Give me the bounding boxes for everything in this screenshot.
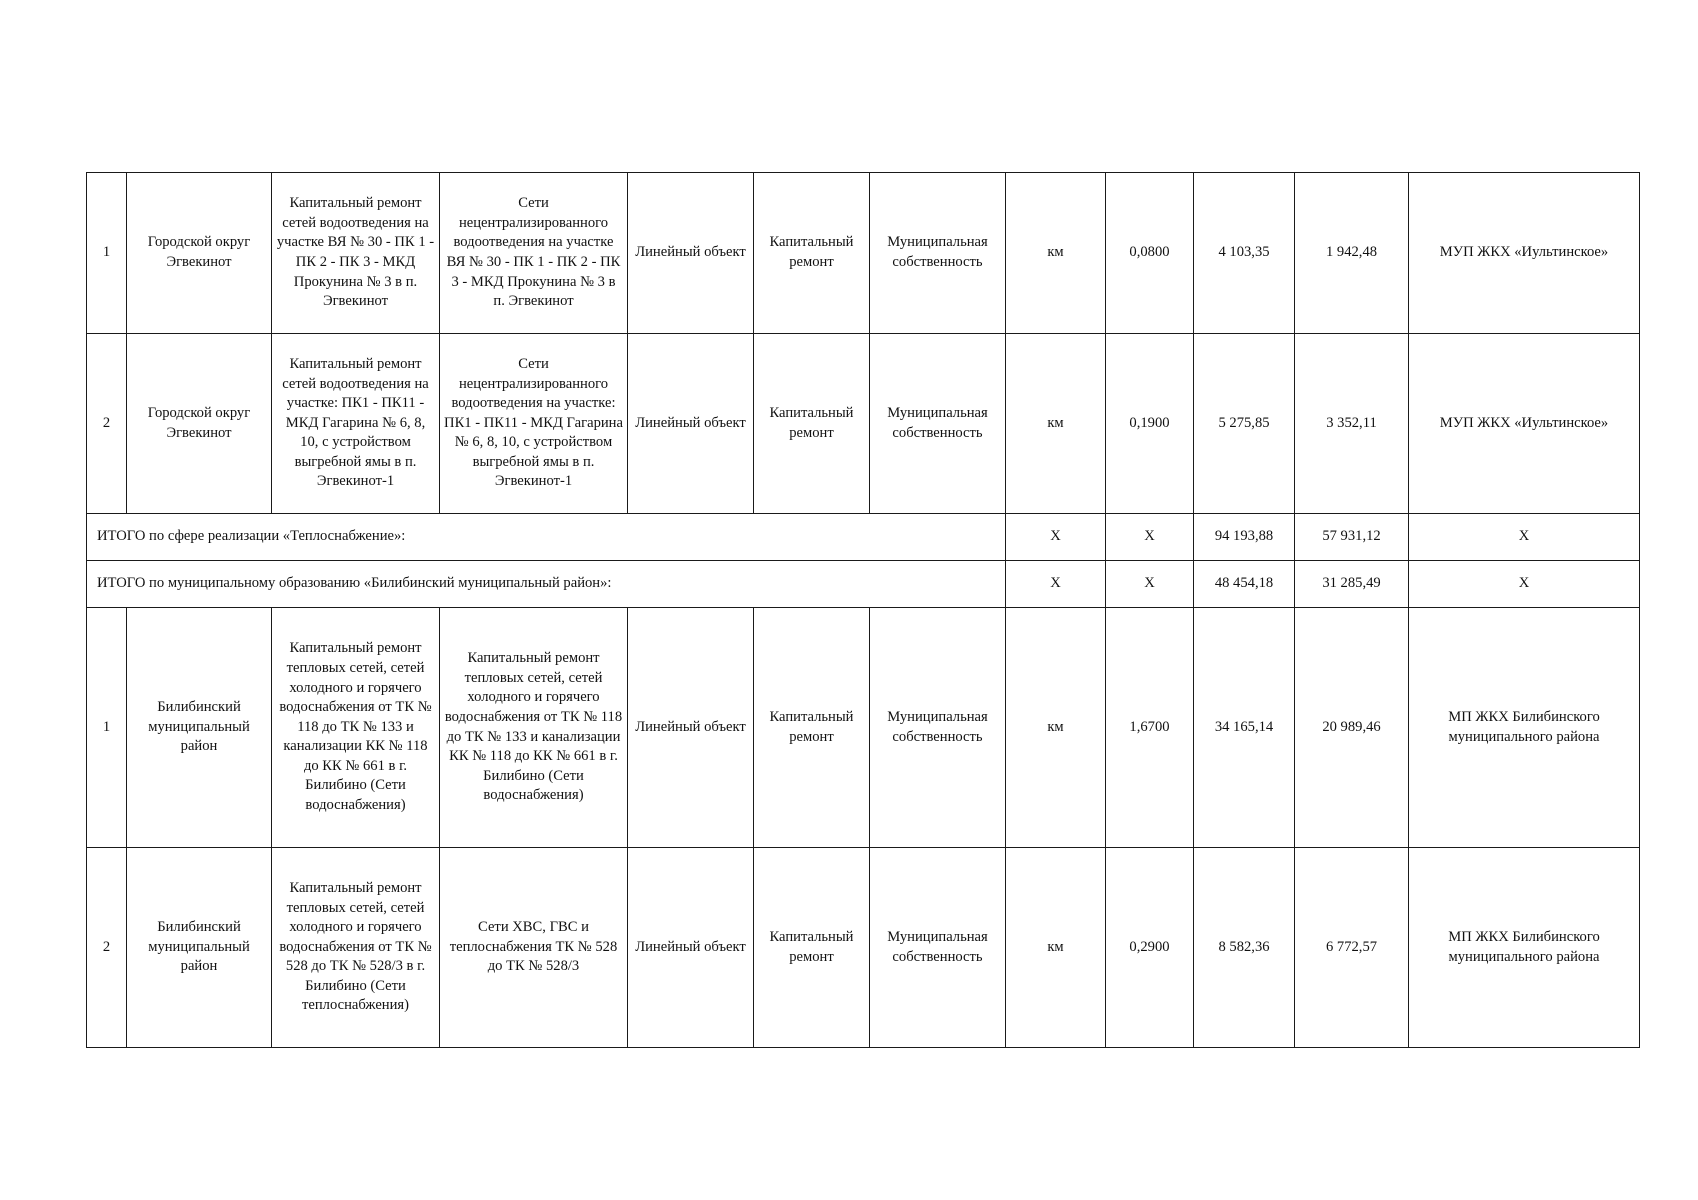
quantity-cell: 1,6700 <box>1106 608 1194 848</box>
object-name-cell: Сети ХВС, ГВС и теплоснабжения ТК № 528 до ТК № 528/3 <box>440 848 628 1048</box>
table-row <box>87 848 1640 1048</box>
object-type-cell: Линейный объект <box>628 848 754 1048</box>
cost-second-cell: 1 942,48 <box>1295 173 1409 334</box>
quantity-cell: 0,1900 <box>1106 334 1194 514</box>
cost-second-cell: 57 931,12 <box>1295 514 1409 561</box>
table-row <box>87 173 1640 334</box>
row-number-cell: 2 <box>87 848 127 1048</box>
investment-program-table <box>86 172 1640 1048</box>
cost-total-cell: 8 582,36 <box>1194 848 1295 1048</box>
measure-cell: Капитальный ремонт тепловых сетей, сетей холодного и горячего водоснабжения от ТК № 528 до ТК № 528/3 в г. Билибино (Сети теплоснабжения) <box>272 848 440 1048</box>
ownership-cell: Муниципальная собственность <box>870 334 1006 514</box>
executor-cell: Х <box>1409 561 1640 608</box>
object-type-cell: Линейный объект <box>628 173 754 334</box>
unit-cell: км <box>1006 334 1106 514</box>
work-type-cell: Капитальный ремонт <box>754 608 870 848</box>
work-type-cell: Капитальный ремонт <box>754 173 870 334</box>
total-label-cell: ИТОГО по сфере реализации «Теплоснабжение»: <box>87 514 1006 561</box>
unit-cell: км <box>1006 608 1106 848</box>
cost-second-cell: 31 285,49 <box>1295 561 1409 608</box>
work-type-cell: Капитальный ремонт <box>754 334 870 514</box>
municipality-cell: Городской округ Эгвекинот <box>127 173 272 334</box>
measure-cell: Капитальный ремонт сетей водоотведения на участке: ПК1 - ПК11 - МКД Гагарина № 6, 8, 10, с устройством выгребной ямы в п. Эгвекинот-1 <box>272 334 440 514</box>
cost-total-cell: 94 193,88 <box>1194 514 1295 561</box>
ownership-cell: Муниципальная собственность <box>870 173 1006 334</box>
ownership-cell: Муниципальная собственность <box>870 848 1006 1048</box>
quantity-cell: Х <box>1106 514 1194 561</box>
unit-cell: Х <box>1006 561 1106 608</box>
row-number-cell: 1 <box>87 173 127 334</box>
cost-second-cell: 3 352,11 <box>1295 334 1409 514</box>
object-name-cell: Сети нецентрализированного водоотведения на участке ВЯ № 30 - ПК 1 - ПК 2 - ПК 3 - МКД Прокунина № 3 в п. Эгвекинот <box>440 173 628 334</box>
object-name-cell: Капитальный ремонт тепловых сетей, сетей холодного и горячего водоснабжения от ТК № 118 до ТК № 133 и канализации КК № 118 до КК № 661 в г. Билибино (Сети водоснабжения) <box>440 608 628 848</box>
table-row <box>87 334 1640 514</box>
cost-total-cell: 4 103,35 <box>1194 173 1295 334</box>
quantity-cell: Х <box>1106 561 1194 608</box>
object-type-cell: Линейный объект <box>628 608 754 848</box>
municipality-cell: Билибинский муниципальный район <box>127 848 272 1048</box>
total-row <box>87 561 1640 608</box>
municipality-cell: Билибинский муниципальный район <box>127 608 272 848</box>
ownership-cell: Муниципальная собственность <box>870 608 1006 848</box>
work-type-cell: Капитальный ремонт <box>754 848 870 1048</box>
executor-cell: Х <box>1409 514 1640 561</box>
total-row <box>87 514 1640 561</box>
measure-cell: Капитальный ремонт сетей водоотведения на участке ВЯ № 30 - ПК 1 - ПК 2 - ПК 3 - МКД Прокунина № 3 в п. Эгвекинот <box>272 173 440 334</box>
executor-cell: МП ЖКХ Билибинского муниципального района <box>1409 608 1640 848</box>
total-label-cell: ИТОГО по муниципальному образованию «Билибинский муниципальный район»: <box>87 561 1006 608</box>
row-number-cell: 2 <box>87 334 127 514</box>
municipality-cell: Городской округ Эгвекинот <box>127 334 272 514</box>
quantity-cell: 0,0800 <box>1106 173 1194 334</box>
executor-cell: МУП ЖКХ «Иультинское» <box>1409 334 1640 514</box>
cost-total-cell: 34 165,14 <box>1194 608 1295 848</box>
unit-cell: км <box>1006 173 1106 334</box>
unit-cell: Х <box>1006 514 1106 561</box>
unit-cell: км <box>1006 848 1106 1048</box>
table-row <box>87 608 1640 848</box>
executor-cell: МУП ЖКХ «Иультинское» <box>1409 173 1640 334</box>
measure-cell: Капитальный ремонт тепловых сетей, сетей холодного и горячего водоснабжения от ТК № 118 до ТК № 133 и канализации КК № 118 до КК № 661 в г. Билибино (Сети водоснабжения) <box>272 608 440 848</box>
quantity-cell: 0,2900 <box>1106 848 1194 1048</box>
object-type-cell: Линейный объект <box>628 334 754 514</box>
cost-total-cell: 5 275,85 <box>1194 334 1295 514</box>
executor-cell: МП ЖКХ Билибинского муниципального района <box>1409 848 1640 1048</box>
cost-second-cell: 20 989,46 <box>1295 608 1409 848</box>
cost-second-cell: 6 772,57 <box>1295 848 1409 1048</box>
object-name-cell: Сети нецентрализированного водоотведения на участке: ПК1 - ПК11 - МКД Гагарина № 6, 8, 10, с устройством выгребной ямы в п. Эгвекинот-1 <box>440 334 628 514</box>
row-number-cell: 1 <box>87 608 127 848</box>
cost-total-cell: 48 454,18 <box>1194 561 1295 608</box>
